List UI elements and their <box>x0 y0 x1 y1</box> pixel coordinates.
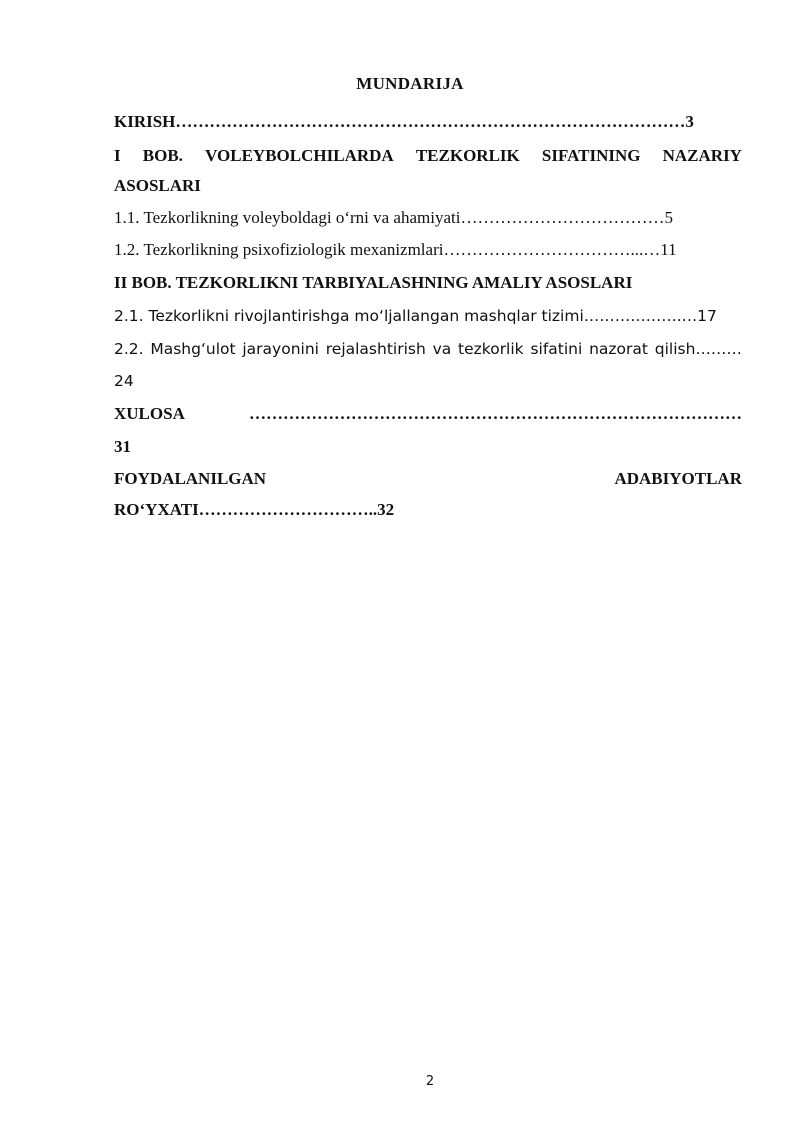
toc-word: nazorat <box>589 340 648 358</box>
toc-entry-2-2-page: 24 <box>114 372 134 390</box>
toc-entry-kirish[interactable]: KIRISH………………………………………………………………………………3 <box>114 112 694 131</box>
toc-word: jarayonini <box>242 340 319 358</box>
toc-entry-2-1[interactable]: 2.1. Tezkorlikni rivojlantirishga mo‘ljallangan mashqlar tizimi……………….…17 <box>114 307 717 325</box>
page-number: 2 <box>425 1074 435 1089</box>
toc-xulosa-label: XULOSA <box>114 404 185 423</box>
toc-word: TEZKORLIK <box>415 146 520 165</box>
toc-word: FOYDALANILGAN <box>114 469 267 488</box>
toc-word: NAZARIY <box>662 146 742 165</box>
toc-word: qilish……… <box>654 340 742 358</box>
toc-xulosa-dots: …………………………………………………………………………… <box>249 404 742 423</box>
toc-entry-1-2[interactable]: 1.2. Tezkorlikning psixofiziologik mexanizmlari……………………………...…11 <box>114 240 677 259</box>
toc-word: Mashg‘ulot <box>150 340 236 358</box>
toc-entry-adabiyotlar-line1[interactable] <box>114 469 742 489</box>
toc-word: SIFATINING <box>541 146 641 165</box>
toc-word: ADABIYOTLAR <box>614 469 742 488</box>
toc-entry-bob2[interactable]: II BOB. TEZKORLIKNI TARBIYALASHNING AMALIY ASOSLARI <box>114 273 633 292</box>
toc-entry-bob1-line1[interactable] <box>114 146 742 166</box>
toc-word: rejalashtirish <box>325 340 426 358</box>
toc-word: I <box>114 146 121 165</box>
toc-entry-adabiyotlar-line2[interactable]: RO‘YXATI…………………………..32 <box>114 500 395 519</box>
toc-entry-xulosa-page: 31 <box>114 437 131 456</box>
toc-entry-bob1-line2[interactable]: ASOSLARI <box>114 176 201 195</box>
toc-entry-2-2[interactable] <box>114 339 742 359</box>
toc-entry-1-1[interactable]: 1.1. Tezkorlikning voleyboldagi o‘rni va ahamiyati………………………………5 <box>114 208 673 227</box>
toc-word: 2.2. <box>114 340 144 358</box>
toc-word: tezkorlik <box>458 340 524 358</box>
toc-entry-xulosa[interactable] <box>114 404 742 424</box>
page-title: MUNDARIJA <box>356 74 464 93</box>
toc-word: BOB. <box>142 146 183 165</box>
toc-word: VOLEYBOLCHILARDA <box>205 146 394 165</box>
toc-word: sifatini <box>530 340 583 358</box>
toc-word: va <box>432 340 452 358</box>
